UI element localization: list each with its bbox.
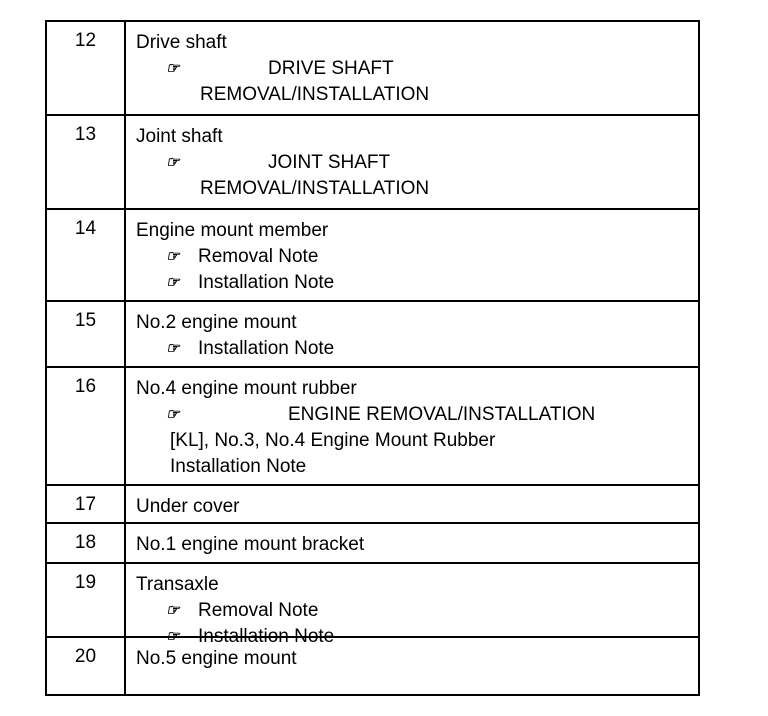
table-row: [47, 210, 698, 302]
reference-label: Installation Note: [170, 456, 307, 477]
item-description: [136, 646, 690, 672]
reference-link[interactable]: [136, 336, 690, 362]
reference-label: ENGINE REMOVAL/INSTALLATION: [288, 404, 596, 425]
pointing-hand-icon: ☞: [166, 248, 180, 265]
reference-label: [KL], No.3, No.4 Engine Mount Rubber: [170, 430, 496, 451]
table-row: [47, 368, 698, 486]
reference-text: [136, 454, 690, 480]
item-number: 17: [74, 494, 97, 515]
item-number: 14: [74, 218, 97, 239]
reference-label: JOINT SHAFT: [268, 152, 391, 173]
pointing-hand-icon: ☞: [166, 628, 180, 645]
pointing-hand-icon: ☞: [166, 274, 180, 291]
item-number: 18: [74, 532, 97, 553]
reference-label: REMOVAL/INSTALLATION: [200, 84, 430, 105]
table-row: [47, 302, 698, 368]
table-row: [47, 638, 698, 694]
item-title: Drive shaft: [136, 32, 227, 53]
pointing-hand-icon: ☞: [166, 60, 180, 77]
item-number: 12: [74, 30, 97, 51]
item-number: 19: [74, 572, 97, 593]
pointing-hand-icon: ☞: [166, 406, 180, 423]
table-row: [47, 116, 698, 210]
reference-link[interactable]: [136, 270, 690, 296]
item-number: 13: [74, 124, 97, 145]
pointing-hand-icon: ☞: [166, 340, 180, 357]
table-row: [47, 524, 698, 564]
reference-label: Installation Note: [198, 338, 335, 359]
pointing-hand-icon: ☞: [166, 154, 180, 171]
item-description: [136, 30, 690, 108]
item-number: 16: [74, 376, 97, 397]
table-row: [47, 22, 698, 116]
reference-label: Installation Note: [198, 272, 335, 293]
reference-link[interactable]: [136, 598, 690, 624]
reference-link[interactable]: [136, 402, 690, 428]
item-title: No.4 engine mount rubber: [136, 378, 357, 399]
reference-link[interactable]: [136, 244, 690, 270]
item-title: No.1 engine mount bracket: [136, 534, 365, 555]
item-description: [136, 124, 690, 202]
table-row: [47, 486, 698, 524]
item-title: Transaxle: [136, 574, 219, 595]
item-description: [136, 532, 690, 558]
item-title: Joint shaft: [136, 126, 223, 147]
item-title: No.5 engine mount: [136, 648, 297, 669]
reference-label: REMOVAL/INSTALLATION: [200, 178, 430, 199]
item-description: [136, 310, 690, 362]
item-title: Under cover: [136, 496, 240, 517]
reference-label: DRIVE SHAFT: [268, 58, 394, 79]
reference-label: Removal Note: [198, 246, 319, 267]
reference-label: Installation Note: [198, 626, 335, 647]
reference-label: Removal Note: [198, 600, 319, 621]
item-description: [136, 218, 690, 296]
item-title: No.2 engine mount: [136, 312, 297, 333]
pointing-hand-icon: ☞: [166, 602, 180, 619]
reference-table: [45, 20, 700, 696]
table-row: [47, 564, 698, 647]
reference-link[interactable]: [136, 56, 690, 82]
item-title: Engine mount member: [136, 220, 329, 241]
item-description: [136, 376, 690, 480]
reference-text: [136, 428, 690, 454]
reference-text: [136, 176, 690, 202]
item-number: 15: [74, 310, 97, 331]
reference-link[interactable]: [136, 150, 690, 176]
reference-text: [136, 82, 690, 108]
item-description: [136, 494, 690, 520]
item-number: 20: [74, 646, 97, 667]
